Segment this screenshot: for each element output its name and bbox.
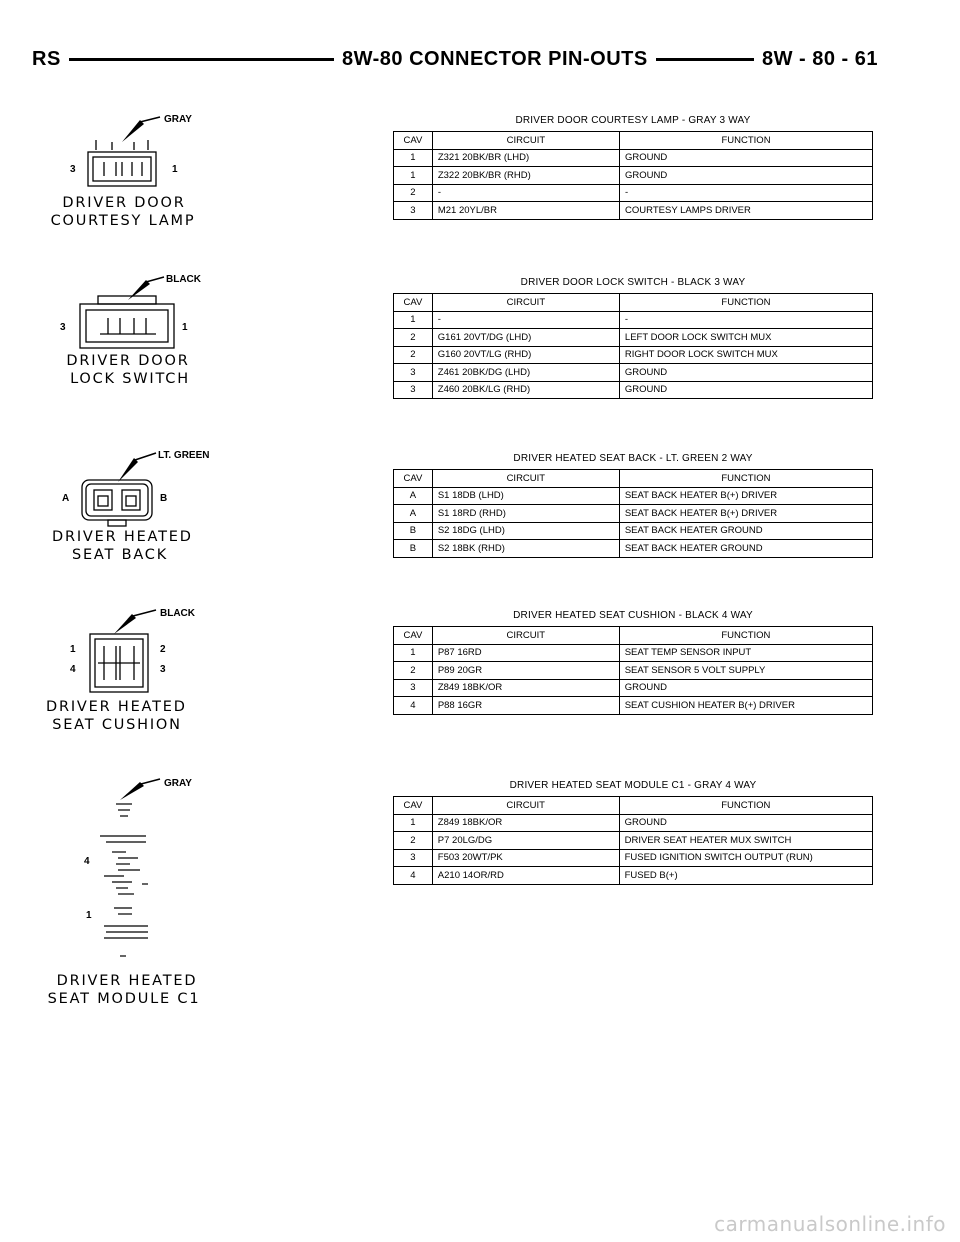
table-header-row [394,132,873,150]
cell-circuit: M21 20YL/BR [432,202,619,220]
header-rule-left [52,58,342,61]
cell-function: COURTESY LAMPS DRIVER [620,202,873,220]
table-title: DRIVER HEATED SEAT BACK - LT. GREEN 2 WAY [513,453,753,464]
table-header-row [394,470,873,488]
cell-function: GROUND [619,381,872,399]
connector-drawing-lock-switch [60,272,220,352]
cell-function: GROUND [620,167,873,185]
connector-drawing-seat-cushion [60,606,220,698]
cell-circuit: - [432,311,619,329]
column-header-cav: CAV [394,627,433,645]
cell-circuit: S1 18RD (RHD) [432,505,619,523]
cell-cav: 4 [394,867,433,885]
page-header [32,44,878,74]
pin-label: 4 [84,856,90,867]
connector-caption-line1: DRIVER HEATED [56,973,198,989]
column-header-circuit: CIRCUIT [432,294,619,312]
cell-function: DRIVER SEAT HEATER MUX SWITCH [619,832,872,850]
cell-circuit: S2 18DG (LHD) [432,522,619,540]
cell-circuit: - [432,184,619,202]
pin-label: 3 [160,664,166,675]
pinout-table [393,796,873,885]
connector-caption-line2: COURTESY LAMP [50,213,196,229]
table-row [394,364,873,382]
cell-circuit: Z461 20BK/DG (LHD) [432,364,619,382]
connector-caption-line2: LOCK SWITCH [70,371,190,387]
table-row [394,381,873,399]
table-title: DRIVER DOOR COURTESY LAMP - GRAY 3 WAY [515,115,751,126]
table-row [394,849,873,867]
cell-cav: 1 [394,644,433,662]
connector-caption-line2: SEAT MODULE C1 [47,991,201,1007]
cell-circuit: Z849 18BK/OR [432,679,619,697]
table-title: DRIVER DOOR LOCK SWITCH - BLACK 3 WAY [520,277,746,288]
pinout-table-courtesy-lamp [393,114,873,220]
table-row [394,697,873,715]
connector-face-seat-module [60,776,220,966]
column-header-function: FUNCTION [619,627,872,645]
cell-cav: 3 [394,202,433,220]
column-header-function: FUNCTION [619,797,872,815]
connector-face-courtesy-lamp [60,112,220,192]
pin-label: 1 [70,644,76,655]
column-header-cav: CAV [394,797,433,815]
connector-caption-line2: SEAT CUSHION [52,717,182,733]
cell-cav: 4 [394,697,433,715]
cell-cav: 3 [394,364,433,382]
table-row [394,184,873,202]
table-row [394,522,873,540]
table-header-row [394,627,873,645]
cell-circuit: G161 20VT/DG (LHD) [432,329,619,347]
table-row [394,832,873,850]
cell-circuit: P89 20GR [432,662,619,680]
table-row [394,662,873,680]
cell-function: - [620,184,873,202]
cell-cav: 2 [394,662,433,680]
pin-label: B [160,493,168,504]
connector-color-label: GRAY [164,778,192,789]
cell-cav: 1 [394,814,433,832]
cell-cav: 2 [394,329,433,347]
cell-cav: 1 [394,167,433,185]
connector-caption-line1: DRIVER HEATED [52,529,193,545]
cell-function: GROUND [620,149,873,167]
cell-function: FUSED B(+) [619,867,872,885]
connector-drawing-courtesy-lamp [60,112,220,192]
cell-cav: 2 [394,832,433,850]
table-row [394,644,873,662]
connector-caption-line1: DRIVER DOOR [66,353,190,369]
pinout-table-lock-switch [393,276,873,399]
pin-label: 1 [182,322,188,333]
header-page-number: 8W - 80 - 61 [754,44,878,74]
table-title: DRIVER HEATED SEAT CUSHION - BLACK 4 WAY [513,610,753,621]
table-row [394,540,873,558]
table-row [394,329,873,347]
pin-label: A [62,493,70,504]
pin-label: 3 [60,322,66,333]
pin-label: 3 [70,164,76,175]
column-header-function: FUNCTION [620,132,873,150]
cell-cav: 3 [394,849,433,867]
cell-cav: 2 [394,346,433,364]
table-row [394,867,873,885]
pinout-table-seat-module [393,779,873,885]
cell-cav: 1 [394,311,433,329]
column-header-circuit: CIRCUIT [432,797,619,815]
cell-circuit: F503 20WT/PK [432,849,619,867]
connector-caption-line1: DRIVER DOOR [62,195,186,211]
connector-caption-line2: SEAT BACK [71,547,169,563]
pin-label: 1 [172,164,178,175]
cell-cav: 3 [394,381,433,399]
connector-color-label: LT. GREEN [158,450,210,461]
pinout-table [393,293,873,399]
table-row [394,679,873,697]
cell-circuit: S2 18BK (RHD) [432,540,619,558]
column-header-circuit: CIRCUIT [432,470,619,488]
table-row [394,814,873,832]
column-header-cav: CAV [394,470,433,488]
cell-cav: 2 [394,184,433,202]
table-title: DRIVER HEATED SEAT MODULE C1 - GRAY 4 WAY [509,780,757,791]
cell-circuit: Z322 20BK/BR (RHD) [432,167,619,185]
pinout-table [393,131,873,220]
pinout-table [393,469,873,558]
cell-cav: B [394,522,433,540]
cell-cav: 3 [394,679,433,697]
connector-drawing-seat-module [60,776,220,966]
pinout-table-seat-back [393,452,873,558]
cell-circuit: Z460 20BK/LG (RHD) [432,381,619,399]
cell-function: SEAT BACK HEATER GROUND [619,540,872,558]
cell-function: FUSED IGNITION SWITCH OUTPUT (RUN) [619,849,872,867]
cell-circuit: S1 18DB (LHD) [432,487,619,505]
cell-circuit: Z321 20BK/BR (LHD) [432,149,619,167]
pinout-table [393,626,873,715]
cell-circuit: P87 16RD [432,644,619,662]
cell-circuit: A210 14OR/RD [432,867,619,885]
pin-label: 1 [86,910,92,921]
watermark: carmanualsonline.info [714,1212,946,1236]
pin-label: 4 [70,664,76,675]
table-row [394,202,873,220]
table-row [394,346,873,364]
header-section-code: RS [32,44,69,74]
table-row [394,487,873,505]
cell-cav: 1 [394,149,433,167]
cell-function: - [619,311,872,329]
column-header-circuit: CIRCUIT [432,627,619,645]
table-header-row [394,294,873,312]
connector-color-label: GRAY [164,114,192,125]
connector-color-label: BLACK [166,274,201,285]
connector-caption-line1: DRIVER HEATED [46,699,187,715]
cell-circuit: Z849 18BK/OR [432,814,619,832]
cell-function: SEAT CUSHION HEATER B(+) DRIVER [619,697,872,715]
cell-function: GROUND [619,679,872,697]
table-row [394,167,873,185]
cell-function: SEAT SENSOR 5 VOLT SUPPLY [619,662,872,680]
column-header-cav: CAV [394,294,433,312]
table-row [394,149,873,167]
column-header-function: FUNCTION [619,470,872,488]
cell-function: SEAT TEMP SENSOR INPUT [619,644,872,662]
cell-function: GROUND [619,814,872,832]
cell-function: SEAT BACK HEATER B(+) DRIVER [619,487,872,505]
connector-color-label: BLACK [160,608,195,619]
cell-function: SEAT BACK HEATER B(+) DRIVER [619,505,872,523]
cell-cav: A [394,487,433,505]
table-header-row [394,797,873,815]
table-row [394,505,873,523]
connector-drawing-seat-back [60,448,220,528]
cell-circuit: G160 20VT/LG (RHD) [432,346,619,364]
table-row [394,311,873,329]
cell-cav: A [394,505,433,523]
column-header-cav: CAV [394,132,433,150]
cell-function: SEAT BACK HEATER GROUND [619,522,872,540]
pinout-table-seat-cushion [393,609,873,715]
column-header-function: FUNCTION [619,294,872,312]
cell-cav: B [394,540,433,558]
connector-face-seat-cushion [60,606,220,698]
pin-label: 2 [160,644,166,655]
cell-circuit: P7 20LG/DG [432,832,619,850]
cell-circuit: P88 16GR [432,697,619,715]
cell-function: LEFT DOOR LOCK SWITCH MUX [619,329,872,347]
cell-function: GROUND [619,364,872,382]
column-header-circuit: CIRCUIT [432,132,619,150]
header-title: 8W-80 CONNECTOR PIN-OUTS [334,44,656,74]
cell-function: RIGHT DOOR LOCK SWITCH MUX [619,346,872,364]
